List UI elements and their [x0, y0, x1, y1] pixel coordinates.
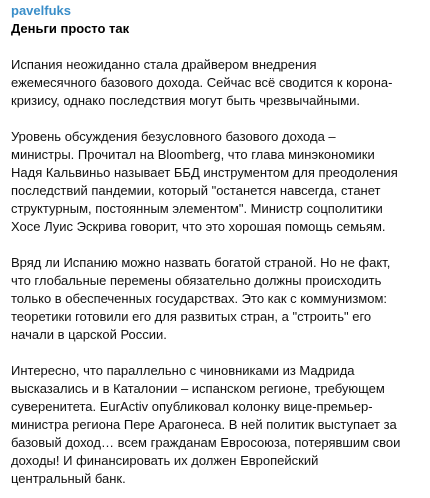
- text-line: высказались и в Каталонии – испанском регионе, требующем: [11, 381, 385, 396]
- text-line: Надя Кальвиньо называет ББД инструментом для преодоления: [11, 165, 398, 180]
- text-line: Испания неожиданно стала драйвером внедрения: [11, 57, 317, 72]
- post-paragraph-2: [11, 128, 418, 236]
- text-line: Интересно, что параллельно с чиновниками из Мадрида: [11, 363, 355, 378]
- text-line: теоретики готовили его для развитых стран, а "строить" его: [11, 309, 372, 324]
- text-line: последствий пандемии, который "останется навсегда, станет: [11, 183, 381, 198]
- post-paragraph-1: [11, 56, 418, 110]
- post-title: Деньги просто так: [11, 21, 130, 36]
- text-line: начали в царской России.: [11, 327, 167, 342]
- text-line: только в обеспеченных государствах. Это как с коммунизмом:: [11, 291, 387, 306]
- post-paragraph-4: [11, 362, 418, 488]
- text-line: ежемесячного базового дохода. Сейчас всё сводится к корона-: [11, 75, 393, 90]
- text-line: доходы! И финансировать их должен Европейский: [11, 453, 319, 468]
- text-line: базовый доход… всем гражданам Евросоюза, потерявшим свои: [11, 435, 401, 450]
- text-line: Вряд ли Испанию можно назвать богатой страной. Но не факт,: [11, 255, 391, 270]
- channel-name-link[interactable]: pavelfuks: [11, 3, 71, 18]
- text-line: структурным, постоянным элементом". Министр соцполитики: [11, 201, 383, 216]
- text-line: министра региона Пере Арагонеса. В ней политик выступает за: [11, 417, 397, 432]
- post-body: [11, 56, 418, 488]
- post-paragraph-3: [11, 254, 418, 344]
- text-line: суверенитета. EurActiv опубликовал колонку вице-премьер-: [11, 399, 373, 414]
- text-line: Хосе Луис Эскрива говорит, что это хорошая помощь семьям.: [11, 219, 386, 234]
- text-line: что глобальные перемены обязательно должны происходить: [11, 273, 382, 288]
- text-line: министры. Прочитал на Bloomberg, что глава минэкономики: [11, 147, 375, 162]
- text-line: Уровень обсуждения безусловного базового дохода –: [11, 129, 336, 144]
- text-line: центральный банк.: [11, 471, 126, 486]
- text-line: кризису, однако последствия могут быть чрезвычайными.: [11, 93, 360, 108]
